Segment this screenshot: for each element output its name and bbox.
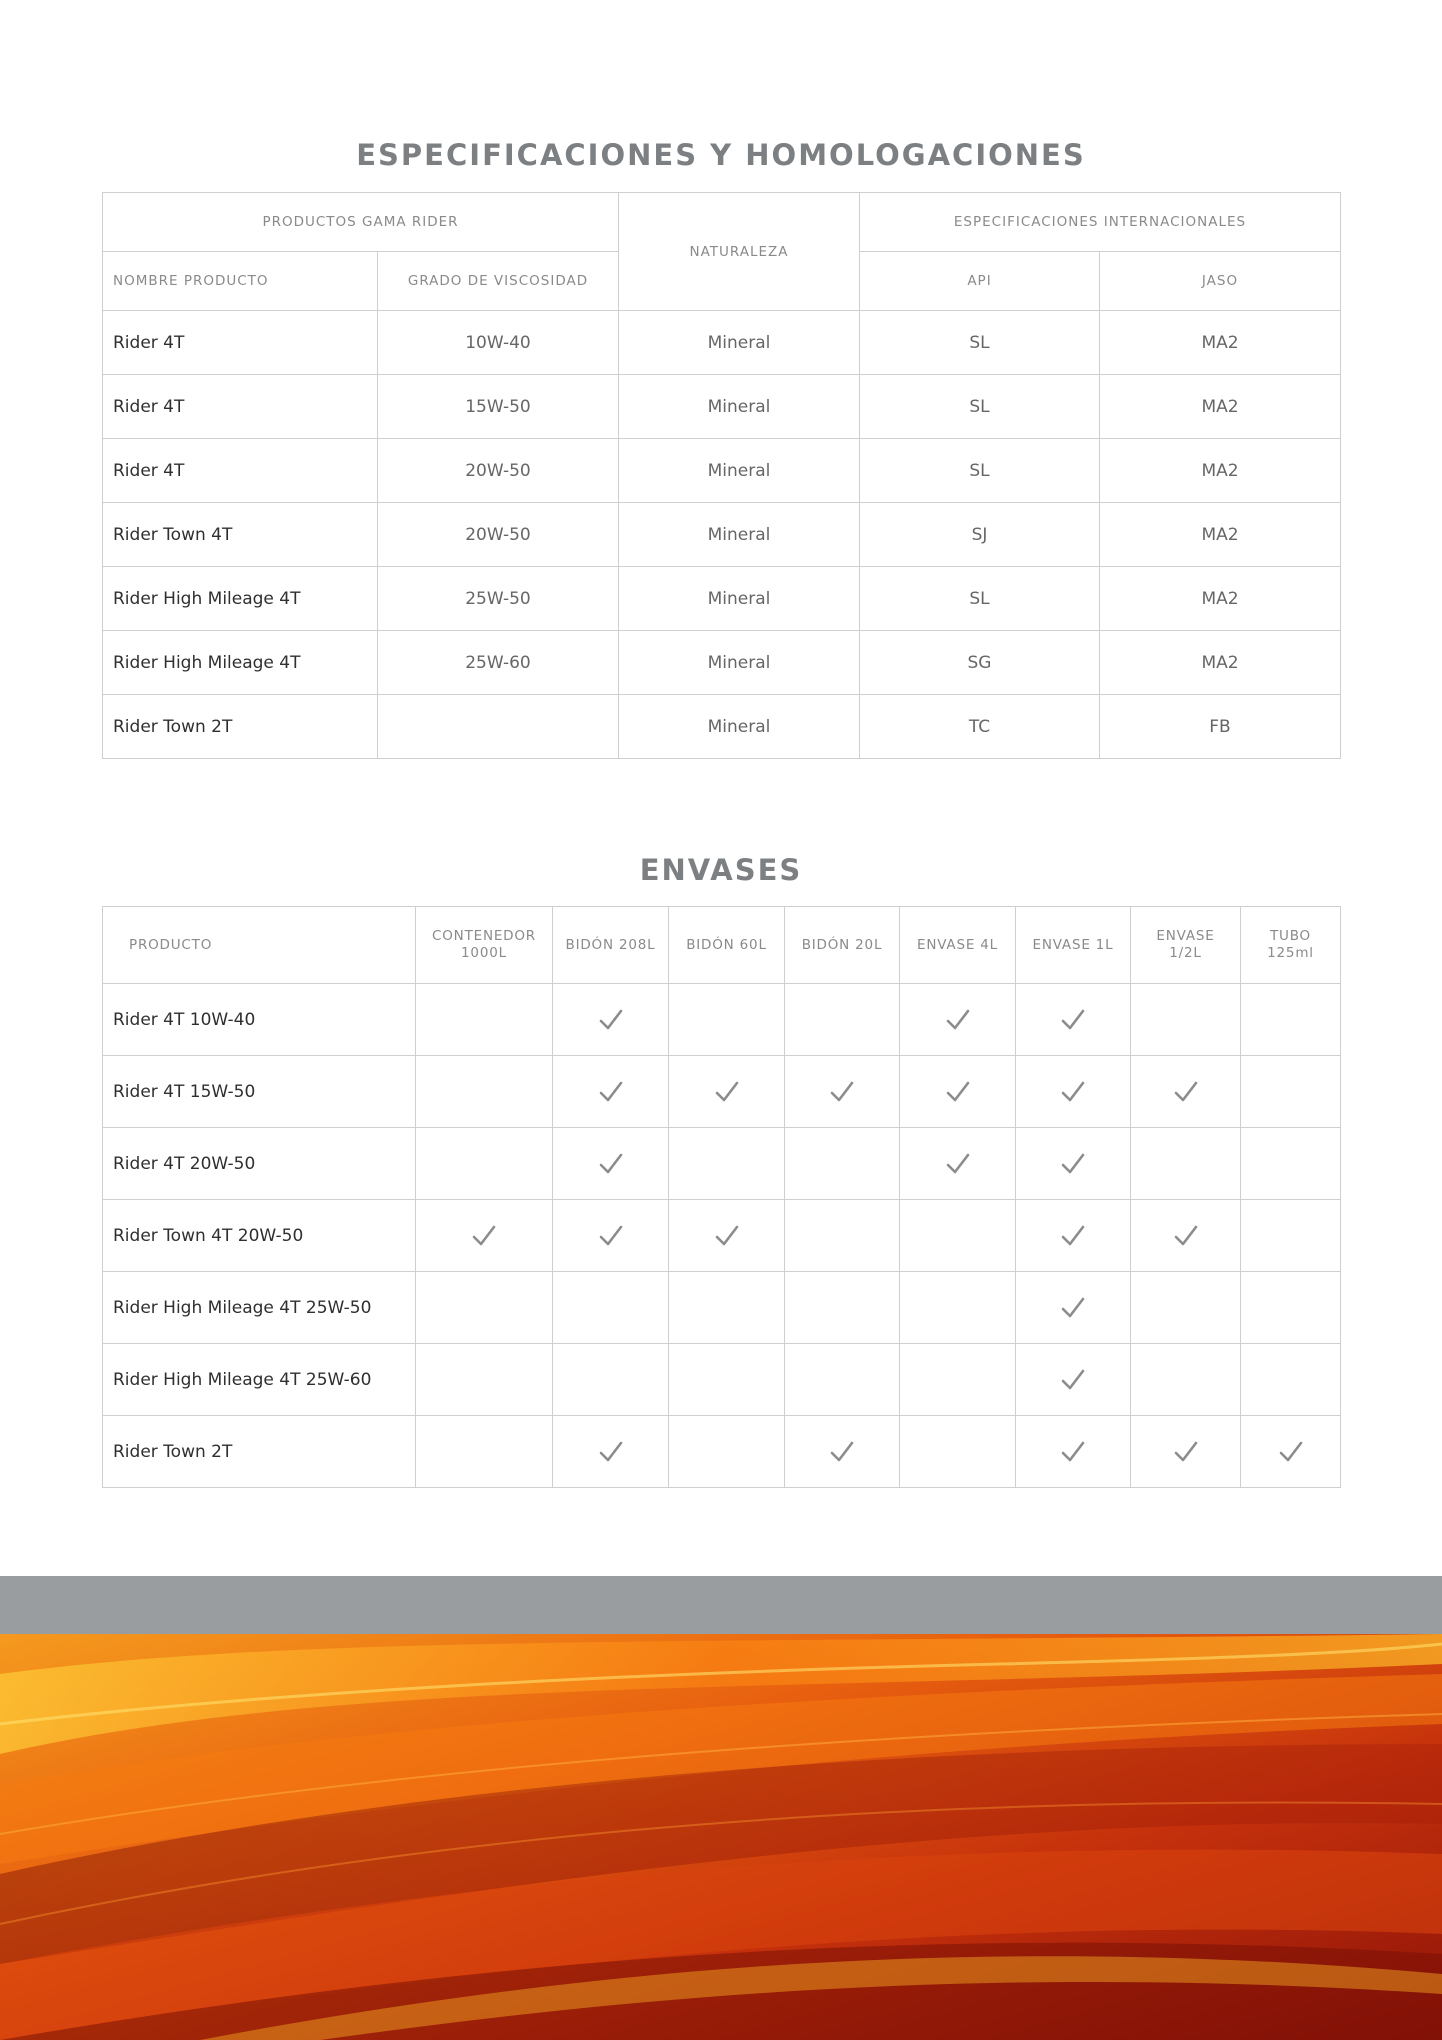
- header-api: API: [860, 252, 1100, 311]
- spec-row: [103, 439, 1341, 503]
- spec-row: [103, 695, 1341, 759]
- envase-cell: [1016, 1056, 1131, 1128]
- spec-cell-grade: 25W-50: [378, 567, 619, 631]
- envase-cell: [785, 1056, 900, 1128]
- envase-cell: [416, 1128, 553, 1200]
- header-envase-col: [1016, 907, 1131, 984]
- envase-cell: [1241, 1272, 1341, 1344]
- header-producto: PRODUCTO: [103, 907, 416, 984]
- envase-cell: [669, 1056, 785, 1128]
- header-envase-line1: ENVASE 1L: [1032, 936, 1114, 953]
- envase-cell: [1241, 1416, 1341, 1488]
- envase-cell: [1241, 1200, 1341, 1272]
- header-envase-line1: CONTENEDOR: [432, 928, 536, 944]
- envase-row: [103, 1416, 1341, 1488]
- spec-cell-api: SL: [860, 311, 1100, 375]
- spec-section-title: ESPECIFICACIONES Y HOMOLOGACIONES: [356, 138, 1086, 172]
- spec-cell-jaso: MA2: [1100, 311, 1341, 375]
- check-icon: [829, 1441, 855, 1460]
- check-icon: [598, 1225, 624, 1244]
- header-nombre-producto: NOMBRE PRODUCTO: [103, 252, 378, 311]
- spec-cell-jaso: MA2: [1100, 567, 1341, 631]
- spec-cell-name: Rider 4T: [103, 375, 378, 439]
- spec-cell-grade: 20W-50: [378, 503, 619, 567]
- spec-cell-grade: 10W-40: [378, 311, 619, 375]
- envase-cell: [1131, 1416, 1241, 1488]
- check-icon: [1173, 1081, 1199, 1100]
- header-envase-line1: ENVASE: [1156, 928, 1215, 944]
- envase-cell: [416, 1272, 553, 1344]
- envase-cell: [1016, 1200, 1131, 1272]
- header-envase-line1: BIDÓN 20L: [801, 936, 883, 953]
- envase-cell: [1131, 1200, 1241, 1272]
- envase-cell: [669, 984, 785, 1056]
- spec-table: [102, 192, 1341, 759]
- envase-cell: [416, 1200, 553, 1272]
- envase-cell: [669, 1128, 785, 1200]
- envase-cell: [1016, 984, 1131, 1056]
- spec-row: [103, 503, 1341, 567]
- envase-cell: [1241, 1344, 1341, 1416]
- spec-cell-api: TC: [860, 695, 1100, 759]
- envase-cell: [1131, 1056, 1241, 1128]
- header-envase-line1: BIDÓN 60L: [686, 936, 767, 953]
- envase-cell: [1241, 984, 1341, 1056]
- spec-cell-grade: 20W-50: [378, 439, 619, 503]
- header-envase-col: [900, 907, 1016, 984]
- spec-cell-nature: Mineral: [619, 439, 860, 503]
- check-icon: [1060, 1009, 1086, 1028]
- envase-cell: [785, 1128, 900, 1200]
- envase-cell: [553, 1128, 669, 1200]
- spec-cell-jaso: MA2: [1100, 631, 1341, 695]
- envases-table: [102, 906, 1341, 1488]
- check-icon: [1060, 1081, 1086, 1100]
- envase-cell: [1016, 1416, 1131, 1488]
- envases-section-title: ENVASES: [639, 853, 803, 887]
- envase-cell: [553, 1272, 669, 1344]
- envase-row: [103, 1200, 1341, 1272]
- envase-row: [103, 1344, 1341, 1416]
- envase-cell: [1016, 1272, 1131, 1344]
- spec-cell-grade: 25W-60: [378, 631, 619, 695]
- spec-cell-name: Rider Town 4T: [103, 503, 378, 567]
- envase-cell: [1131, 1128, 1241, 1200]
- header-envase-col: [553, 907, 669, 984]
- envase-cell: [553, 1416, 669, 1488]
- header-envase-line1: ENVASE 4L: [917, 936, 998, 953]
- envase-cell: [900, 1200, 1016, 1272]
- footer-gray-band: [0, 1576, 1442, 1634]
- spec-cell-api: SJ: [860, 503, 1100, 567]
- envase-cell: [416, 984, 553, 1056]
- spec-cell-name: Rider High Mileage 4T: [103, 567, 378, 631]
- spec-row: [103, 311, 1341, 375]
- envase-cell: [785, 1200, 900, 1272]
- envase-row: [103, 1056, 1341, 1128]
- envase-row: [103, 1128, 1341, 1200]
- check-icon: [945, 1153, 971, 1172]
- envase-cell: [669, 1344, 785, 1416]
- spec-cell-name: Rider High Mileage 4T: [103, 631, 378, 695]
- envase-row: [103, 1272, 1341, 1344]
- envase-cell: [900, 1416, 1016, 1488]
- check-icon: [1173, 1441, 1199, 1460]
- check-icon: [1060, 1441, 1086, 1460]
- header-envase-line1: BIDÓN 208L: [565, 936, 656, 953]
- spec-cell-nature: Mineral: [619, 311, 860, 375]
- check-icon: [945, 1081, 971, 1100]
- envase-cell: [553, 1344, 669, 1416]
- decorative-waves: [0, 1634, 1442, 2040]
- envase-cell: [669, 1272, 785, 1344]
- envase-product-name: Rider 4T 10W-40: [103, 984, 416, 1056]
- envase-row: [103, 984, 1341, 1056]
- header-group-specs: ESPECIFICACIONES INTERNACIONALES: [860, 193, 1341, 252]
- envase-cell: [785, 1416, 900, 1488]
- envase-cell: [553, 1200, 669, 1272]
- header-envase-col: [1241, 907, 1341, 984]
- check-icon: [598, 1153, 624, 1172]
- envase-product-name: Rider 4T 20W-50: [103, 1128, 416, 1200]
- envase-cell: [1241, 1128, 1341, 1200]
- envase-cell: [1016, 1128, 1131, 1200]
- envase-product-name: Rider Town 2T: [103, 1416, 416, 1488]
- check-icon: [829, 1081, 855, 1100]
- check-icon: [1173, 1225, 1199, 1244]
- spec-cell-jaso: MA2: [1100, 439, 1341, 503]
- check-icon: [1278, 1441, 1304, 1460]
- check-icon: [598, 1081, 624, 1100]
- envase-product-name: Rider High Mileage 4T 25W-50: [103, 1272, 416, 1344]
- envase-cell: [416, 1416, 553, 1488]
- spec-cell-api: SG: [860, 631, 1100, 695]
- header-grado-viscosidad: GRADO DE VISCOSIDAD: [378, 252, 619, 311]
- spec-cell-name: Rider Town 2T: [103, 695, 378, 759]
- check-icon: [714, 1081, 740, 1100]
- spec-cell-jaso: FB: [1100, 695, 1341, 759]
- spec-cell-name: Rider 4T: [103, 311, 378, 375]
- envase-cell: [1131, 1344, 1241, 1416]
- spec-cell-grade: 15W-50: [378, 375, 619, 439]
- envase-cell: [1241, 1056, 1341, 1128]
- envase-cell: [416, 1344, 553, 1416]
- envase-product-name: Rider 4T 15W-50: [103, 1056, 416, 1128]
- spec-cell-nature: Mineral: [619, 695, 860, 759]
- check-icon: [471, 1225, 497, 1244]
- spec-cell-nature: Mineral: [619, 631, 860, 695]
- check-icon: [598, 1009, 624, 1028]
- header-jaso: JASO: [1100, 252, 1341, 311]
- header-envase-line1: TUBO: [1270, 928, 1311, 944]
- header-envase-line2: 125ml: [1267, 945, 1314, 961]
- check-icon: [1060, 1297, 1086, 1316]
- envase-cell: [900, 1344, 1016, 1416]
- envase-cell: [416, 1056, 553, 1128]
- header-envase-line2: 1/2L: [1169, 945, 1202, 961]
- envase-cell: [553, 984, 669, 1056]
- header-envase-col: [1131, 907, 1241, 984]
- spec-row: [103, 631, 1341, 695]
- envase-cell: [1131, 1272, 1241, 1344]
- header-envase-col: [669, 907, 785, 984]
- header-group-products: PRODUCTOS GAMA RIDER: [103, 193, 619, 252]
- envase-cell: [785, 984, 900, 1056]
- check-icon: [1060, 1153, 1086, 1172]
- envase-cell: [1131, 984, 1241, 1056]
- envase-cell: [900, 1272, 1016, 1344]
- envase-cell: [1016, 1344, 1131, 1416]
- envase-cell: [785, 1272, 900, 1344]
- envase-cell: [785, 1344, 900, 1416]
- spec-cell-api: SL: [860, 375, 1100, 439]
- spec-cell-api: SL: [860, 567, 1100, 631]
- envase-cell: [900, 1128, 1016, 1200]
- check-icon: [945, 1009, 971, 1028]
- header-envase-col: [416, 907, 553, 984]
- envase-cell: [900, 1056, 1016, 1128]
- spec-cell-api: SL: [860, 439, 1100, 503]
- envase-product-name: Rider Town 4T 20W-50: [103, 1200, 416, 1272]
- spec-cell-nature: Mineral: [619, 503, 860, 567]
- envase-cell: [900, 984, 1016, 1056]
- header-naturaleza: NATURALEZA: [619, 193, 860, 311]
- spec-cell-grade: [378, 695, 619, 759]
- check-icon: [1060, 1225, 1086, 1244]
- check-icon: [598, 1441, 624, 1460]
- envase-cell: [669, 1416, 785, 1488]
- envase-cell: [669, 1200, 785, 1272]
- envase-product-name: Rider High Mileage 4T 25W-60: [103, 1344, 416, 1416]
- check-icon: [1060, 1369, 1086, 1388]
- spec-row: [103, 567, 1341, 631]
- spec-cell-name: Rider 4T: [103, 439, 378, 503]
- spec-row: [103, 375, 1341, 439]
- spec-cell-jaso: MA2: [1100, 375, 1341, 439]
- spec-cell-nature: Mineral: [619, 375, 860, 439]
- check-icon: [714, 1225, 740, 1244]
- spec-cell-nature: Mineral: [619, 567, 860, 631]
- spec-cell-jaso: MA2: [1100, 503, 1341, 567]
- envase-cell: [553, 1056, 669, 1128]
- header-envase-line2: 1000L: [461, 945, 507, 961]
- header-envase-col: [785, 907, 900, 984]
